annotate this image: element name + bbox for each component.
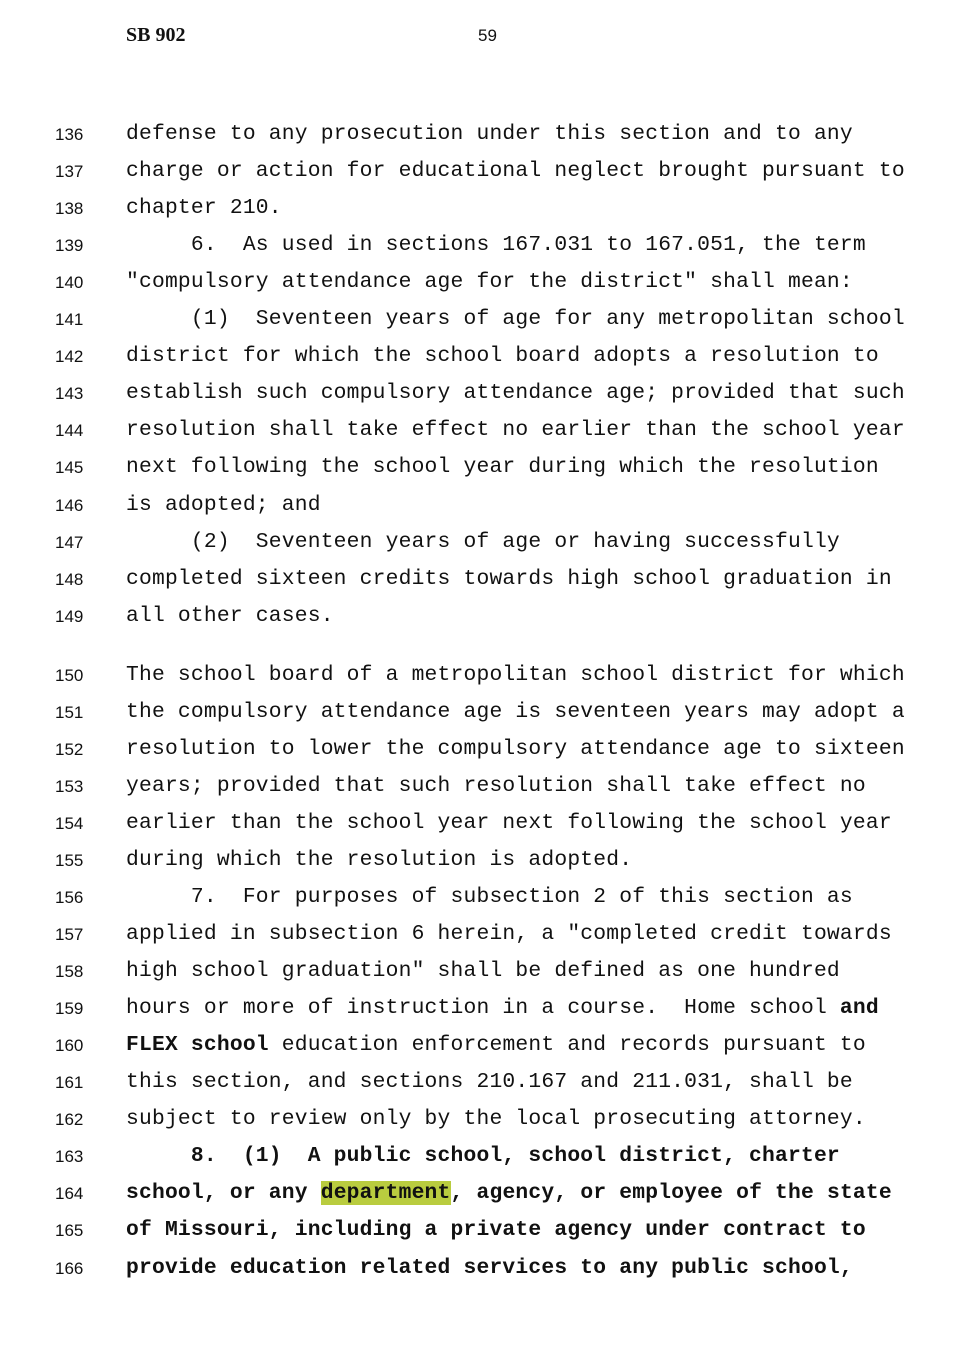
line-number: 150 [55,665,84,685]
bill-line [0,731,970,768]
bill-line [0,153,970,190]
line-number: 136 [55,125,84,144]
line-text [126,953,840,990]
line-number: 140 [55,273,84,293]
bill-line [0,953,970,990]
bill-line [0,1027,970,1064]
bill-line [0,524,970,561]
line-text [126,1027,866,1064]
text-segment: resolution to lower the compulsory attendance age to sixteen [126,736,905,761]
bill-line [0,449,970,486]
bill-line [0,657,970,694]
text-segment: school, or any [126,1181,321,1206]
line-text [126,1175,892,1212]
line-text [126,1101,866,1138]
text-segment: years; provided that such resolution shall take effect no [126,773,866,798]
line-text [126,338,879,375]
line-number: 155 [55,850,84,870]
line-text [126,524,840,561]
line-text [126,487,321,524]
text-segment: chapter 210. [126,196,282,221]
bill-line [0,116,970,153]
line-text [126,657,905,694]
line-text [126,598,334,635]
text-segment: (1) Seventeen years of age for any metropolitan school [126,307,905,332]
text-segment: "compulsory attendance age for the district" shall mean: [126,270,853,295]
text-segment: is adopted; and [126,492,321,517]
line-number: 163 [55,1147,84,1167]
line-text [126,264,853,301]
bill-line [0,1175,970,1212]
bill-line [0,487,970,524]
text-segment: , agency, or employee of the state [450,1181,892,1206]
line-number: 164 [55,1184,84,1204]
line-number: 159 [55,999,84,1019]
text-segment: education enforcement and records pursuant to [268,1033,866,1058]
line-number: 141 [55,310,84,330]
text-segment: completed sixteen credits towards high school graduation in [126,566,892,591]
text-segment: establish such compulsory attendance age; provided that such [126,381,905,406]
line-text [126,227,866,264]
line-text [126,694,905,731]
bill-line [0,805,970,842]
bill-line [0,227,970,264]
line-text [126,1212,866,1249]
line-text [126,768,866,805]
page-number: 59 [478,26,497,45]
text-segment: provide education related services to any public school, [126,1255,853,1280]
line-number: 162 [55,1110,84,1130]
text-segment: district for which the school board adopts a resolution to [126,344,879,369]
bill-line [0,879,970,916]
line-text [126,916,892,953]
line-number: 148 [55,569,84,589]
bill-line [0,1064,970,1101]
line-number: 147 [55,532,84,552]
bill-line [0,1138,970,1175]
text-segment: this section, and sections 210.167 and 211.031, shall be [126,1070,853,1095]
line-text [126,561,892,598]
text-segment: next following the school year during which the resolution [126,455,879,480]
bill-line [0,1212,970,1249]
text-segment: subject to review only by the local prosecuting attorney. [126,1107,866,1132]
text-segment: (2) Seventeen years of age or having successfully [126,529,840,554]
bill-line [0,598,970,635]
line-text [126,449,879,486]
bill-line [0,1101,970,1138]
text-segment: charge or action for educational neglect brought pursuant to [126,159,905,184]
line-text [126,190,282,227]
line-number: 154 [55,813,84,833]
text-segment: all other cases. [126,603,334,628]
line-text [126,805,892,842]
bill-line [0,190,970,227]
line-number: 153 [55,776,84,796]
line-text [126,1064,853,1101]
line-number: 142 [55,347,84,367]
bill-line [0,694,970,731]
bill-line [0,264,970,301]
line-number: 143 [55,384,84,404]
line-number: 157 [55,925,84,944]
line-text [126,731,905,768]
text-segment: The school board of a metropolitan school district for which [126,662,905,687]
bill-line [0,842,970,879]
text-segment: hours or more of instruction in a course. Home school [126,996,840,1021]
text-segment: defense to any prosecution under this section and to any [126,122,853,146]
text-segment: during which the resolution is adopted. [126,847,633,872]
text-segment: FLEX school [126,1033,269,1058]
line-number: 146 [55,495,84,515]
line-number: 152 [55,739,84,759]
line-number: 138 [55,199,84,219]
line-number: 160 [55,1036,84,1056]
highlighted-term: department [320,1181,451,1206]
line-text [126,879,853,916]
text-segment: and [839,996,879,1021]
line-text [126,1250,853,1287]
text-segment: 7. For purposes of subsection 2 of this section as [126,885,853,909]
line-number: 156 [55,888,84,907]
text-segment: resolution shall take effect no earlier than the school year [126,418,905,443]
text-segment: high school graduation" shall be defined as one hundred [126,959,840,984]
line-number: 149 [55,606,84,626]
line-text [126,153,905,190]
bill-line [0,561,970,598]
bill-line [0,301,970,338]
line-text [126,301,905,338]
bill-line [0,338,970,375]
bill-line [0,916,970,953]
text-segment: 8. (1) A public school, school district, charter [126,1144,840,1169]
bill-line [0,375,970,412]
text-segment: earlier than the school year next following the school year [126,810,892,835]
text-segment: of Missouri, including a private agency under contract to [126,1218,866,1243]
bill-id: SB 902 [126,24,186,46]
bill-line [0,1250,970,1287]
line-number: 144 [55,421,84,441]
line-number: 158 [55,962,84,982]
line-text [126,842,632,879]
line-number: 161 [55,1073,84,1093]
line-number: 165 [55,1221,84,1241]
line-text [126,116,853,153]
line-text [126,990,879,1027]
bill-line [0,990,970,1027]
line-text [126,412,905,449]
text-segment: 6. As used in sections 167.031 to 167.051, the term [126,233,866,258]
line-number: 151 [55,702,84,722]
line-number: 137 [55,162,84,182]
text-segment: the compulsory attendance age is seventeen years may adopt a [126,699,905,724]
line-number: 145 [55,458,84,478]
bill-line [0,412,970,449]
line-number: 166 [55,1258,84,1278]
page-header [0,0,970,80]
bill-line [0,768,970,805]
line-text [126,375,905,412]
line-number: 139 [55,236,84,256]
text-segment: applied in subsection 6 herein, a "completed credit towards [126,922,892,946]
line-text [126,1138,840,1175]
